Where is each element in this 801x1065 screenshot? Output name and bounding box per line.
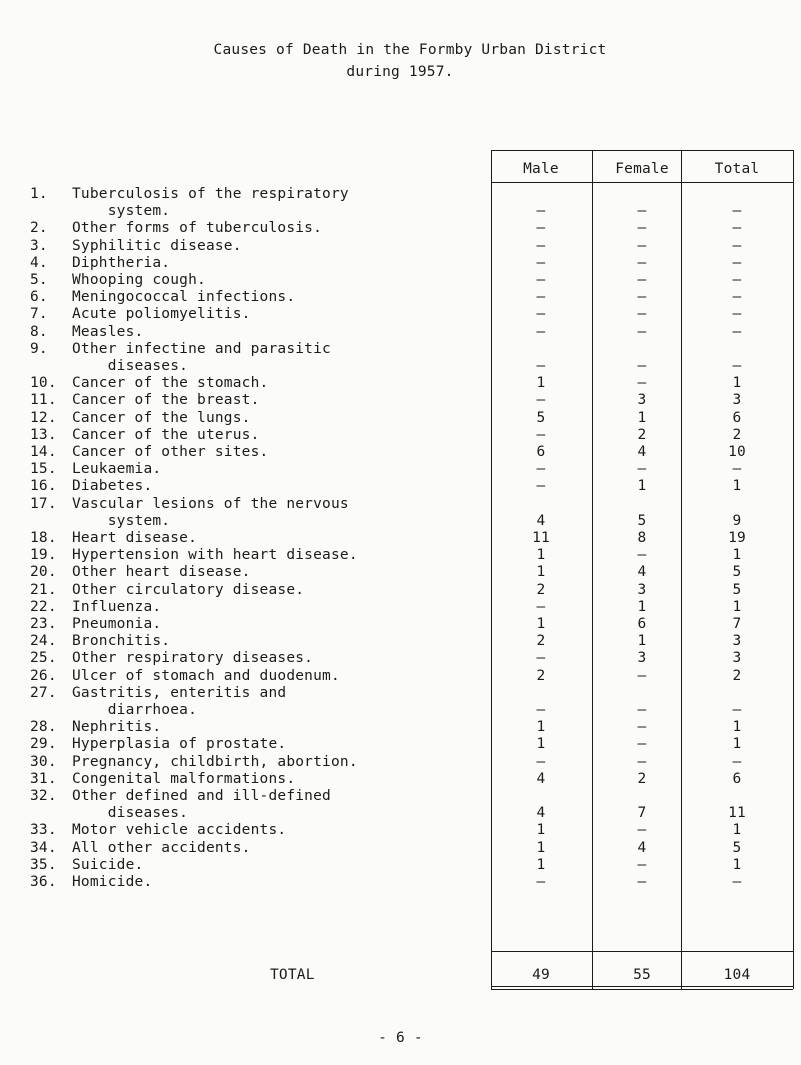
cell-male: – (536, 272, 546, 288)
cause-name: diseases. (72, 805, 189, 822)
column-header-total: Total (714, 161, 760, 177)
row-number: 36. (30, 874, 57, 890)
cell-total: 19 (728, 530, 746, 546)
row-number: 8. (30, 323, 48, 340)
row-number: 34. (30, 839, 57, 856)
cell-total: – (732, 254, 742, 271)
table-row (0, 599, 801, 616)
cause-name: Hypertension with heart disease. (72, 547, 358, 564)
cell-female: – (637, 874, 647, 890)
cell-female: 3 (637, 581, 647, 598)
cell-male: 4 (536, 805, 546, 822)
row-number: 29. (30, 736, 57, 753)
cause-name: Nephritis. (72, 719, 162, 736)
table-row (0, 410, 801, 427)
row-number: 6. (30, 289, 48, 306)
cell-female: 7 (637, 805, 647, 822)
title-line-2: during 1957. (346, 64, 454, 80)
cell-total: – (732, 323, 742, 340)
cell-male: 1 (536, 616, 546, 632)
cell-male: 4 (536, 770, 546, 787)
cell-male: – (536, 357, 546, 374)
cell-male: – (536, 306, 546, 323)
cell-female: 1 (637, 598, 647, 615)
cell-female: – (637, 220, 647, 237)
table-row (0, 874, 801, 891)
row-number: 25. (30, 650, 57, 667)
row-number: 30. (30, 753, 57, 770)
cell-female: – (637, 856, 647, 873)
row-number: 14. (30, 444, 57, 460)
cell-male: – (536, 478, 546, 495)
cause-name: diseases. (72, 357, 189, 374)
cell-female: – (637, 461, 647, 478)
table-row (0, 564, 801, 581)
cell-total: 3 (732, 650, 742, 667)
cell-total: 5 (732, 564, 742, 581)
cell-female: – (637, 719, 647, 736)
cell-total: – (732, 461, 742, 478)
table-row (0, 582, 801, 599)
title-line-1: Causes of Death in the Formby Urban District (213, 42, 607, 58)
cell-total: 1 (732, 478, 742, 495)
row-number: 32. (30, 788, 57, 804)
cell-female: 4 (637, 839, 647, 856)
cell-male: 1 (536, 839, 546, 856)
cell-male: 1 (536, 564, 546, 581)
row-number: 10. (30, 375, 57, 392)
table-row (0, 324, 801, 341)
cause-name: Leukaemia. (72, 461, 162, 478)
table-row (0, 272, 801, 289)
cell-female: 5 (637, 512, 647, 529)
table-row (0, 668, 801, 685)
cell-total: 1 (732, 736, 742, 753)
row-number: 19. (30, 547, 57, 564)
cell-female: 2 (637, 770, 647, 787)
cause-name: system. (72, 512, 171, 529)
table-row (0, 478, 801, 495)
cell-total: 10 (728, 444, 746, 460)
cause-name: Pregnancy, childbirth, abortion. (72, 753, 358, 770)
cell-total: 1 (732, 598, 742, 615)
table-row (0, 255, 801, 272)
row-number: 31. (30, 770, 57, 787)
row-number: 15. (30, 461, 57, 478)
cause-name: Motor vehicle accidents. (72, 822, 287, 839)
cell-male: 5 (536, 409, 546, 426)
cell-female: – (637, 736, 647, 753)
cell-male: 1 (536, 547, 546, 564)
cell-male: – (536, 237, 546, 254)
table-row (0, 306, 801, 323)
table-row (0, 238, 801, 255)
cell-male: – (536, 426, 546, 443)
cell-female: – (637, 237, 647, 254)
cause-name: diarrhoea. (72, 701, 198, 718)
cell-male: – (536, 203, 546, 220)
row-number: 26. (30, 667, 57, 684)
cell-total: – (732, 220, 742, 237)
table-row (0, 857, 801, 874)
cell-female: – (637, 375, 647, 392)
cell-total: 11 (728, 805, 746, 822)
cause-name: Syphilitic disease. (72, 237, 242, 254)
cell-total: 6 (732, 770, 742, 787)
total-female: 55 (633, 967, 651, 983)
cell-female: 3 (637, 650, 647, 667)
cause-name: Other defined and ill-defined (72, 788, 331, 804)
cell-total: – (732, 701, 742, 718)
cause-name: Other infectine and parasitic (72, 340, 331, 357)
cell-male: 2 (536, 633, 546, 650)
cell-female: – (637, 667, 647, 684)
cell-total: 9 (732, 512, 742, 529)
cell-female: 1 (637, 478, 647, 495)
row-number: 12. (30, 409, 57, 426)
cell-female: – (637, 547, 647, 564)
row-number: 22. (30, 598, 57, 615)
cell-female: – (637, 254, 647, 271)
page-number: - 6 - (378, 1030, 423, 1046)
cause-name: Measles. (72, 323, 144, 340)
cell-total: – (732, 289, 742, 306)
cell-male: – (536, 461, 546, 478)
cell-male: – (536, 701, 546, 718)
cause-name: Tuberculosis of the respiratory (72, 186, 349, 202)
total-bottom-rule (491, 986, 793, 987)
table-row (0, 220, 801, 237)
table-row (0, 444, 801, 461)
row-number: 1. (30, 186, 48, 202)
cause-name: Congenital malformations. (72, 770, 296, 787)
cell-female: – (637, 272, 647, 288)
row-number: 35. (30, 856, 57, 873)
total-double-rule (491, 989, 793, 990)
row-number: 21. (30, 581, 57, 598)
cause-name: Other heart disease. (72, 564, 251, 581)
cause-name: Bronchitis. (72, 633, 171, 650)
total-label: TOTAL (270, 967, 315, 983)
cell-total: – (732, 237, 742, 254)
row-number: 5. (30, 272, 48, 288)
cause-name: Diphtheria. (72, 254, 171, 271)
cell-male: 1 (536, 856, 546, 873)
cell-total: 5 (732, 581, 742, 598)
cause-name: All other accidents. (72, 839, 251, 856)
cell-total: 1 (732, 719, 742, 736)
cell-female: – (637, 306, 647, 323)
cell-male: 2 (536, 667, 546, 684)
cell-male: – (536, 289, 546, 306)
cell-total: – (732, 203, 742, 220)
cell-total: 3 (732, 633, 742, 650)
column-header-male: Male (523, 161, 559, 177)
cause-name: Gastritis, enteritis and (72, 684, 287, 701)
cause-name: Cancer of the breast. (72, 392, 260, 409)
table-row (0, 289, 801, 306)
cell-male: – (536, 650, 546, 667)
cause-name: Ulcer of stomach and duodenum. (72, 667, 340, 684)
cell-female: – (637, 203, 647, 220)
row-number: 28. (30, 719, 57, 736)
table-row (0, 736, 801, 753)
table-row (0, 650, 801, 667)
row-number: 18. (30, 530, 57, 546)
table-row (0, 341, 801, 375)
total-male: 49 (532, 967, 550, 983)
row-number: 4. (30, 254, 48, 271)
cell-total: 5 (732, 839, 742, 856)
cell-male: – (536, 598, 546, 615)
cell-male: – (536, 323, 546, 340)
cause-name: Heart disease. (72, 530, 198, 546)
row-number: 3. (30, 237, 48, 254)
cause-name: Pneumonia. (72, 616, 162, 632)
cell-total: – (732, 874, 742, 890)
column-header-female: Female (615, 161, 669, 177)
table-row (0, 427, 801, 444)
table-top-rule (491, 150, 793, 151)
cell-total: – (732, 306, 742, 323)
total-top-rule (491, 951, 793, 952)
table-row (0, 788, 801, 822)
row-number: 9. (30, 340, 48, 357)
cell-male: – (536, 254, 546, 271)
table-row (0, 392, 801, 409)
table-row (0, 719, 801, 736)
cell-female: 1 (637, 409, 647, 426)
cell-male: 1 (536, 736, 546, 753)
row-number: 7. (30, 306, 48, 323)
row-number: 33. (30, 822, 57, 839)
cause-name: Cancer of other sites. (72, 444, 269, 460)
cell-female: 8 (637, 530, 647, 546)
table-row (0, 530, 801, 547)
row-number: 27. (30, 684, 57, 701)
cause-name: Other circulatory disease. (72, 581, 305, 598)
cell-total: 3 (732, 392, 742, 409)
table-row (0, 375, 801, 392)
cell-female: – (637, 701, 647, 718)
cause-name: Diabetes. (72, 478, 153, 495)
table-row (0, 186, 801, 220)
cause-name: Homicide. (72, 874, 153, 890)
cell-female: – (637, 822, 647, 839)
cell-total: 7 (732, 616, 742, 632)
cell-total: 2 (732, 667, 742, 684)
cell-female: – (637, 753, 647, 770)
cause-name: Other respiratory diseases. (72, 650, 314, 667)
cell-female: 4 (637, 564, 647, 581)
cause-name: system. (72, 203, 171, 220)
cell-female: – (637, 357, 647, 374)
cell-female: 2 (637, 426, 647, 443)
row-number: 16. (30, 478, 57, 495)
cell-male: – (536, 220, 546, 237)
cause-name: Vascular lesions of the nervous (72, 495, 349, 512)
cell-male: 6 (536, 444, 546, 460)
cell-total: 1 (732, 856, 742, 873)
cell-male: 1 (536, 822, 546, 839)
table-row (0, 822, 801, 839)
cause-name: Cancer of the uterus. (72, 426, 260, 443)
cell-total: – (732, 753, 742, 770)
cell-total: 1 (732, 822, 742, 839)
cell-male: – (536, 874, 546, 890)
cell-male: 2 (536, 581, 546, 598)
row-number: 13. (30, 426, 57, 443)
cell-female: 4 (637, 444, 647, 460)
cell-total: 1 (732, 375, 742, 392)
cell-female: 3 (637, 392, 647, 409)
cell-total: – (732, 357, 742, 374)
cell-female: – (637, 289, 647, 306)
cause-name: Other forms of tuberculosis. (72, 220, 323, 237)
cause-name: Cancer of the lungs. (72, 409, 251, 426)
row-number: 11. (30, 392, 57, 409)
cell-male: 1 (536, 375, 546, 392)
table-row (0, 633, 801, 650)
table-row (0, 771, 801, 788)
table-row (0, 616, 801, 633)
cell-total: 2 (732, 426, 742, 443)
row-number: 17. (30, 495, 57, 512)
table-row (0, 754, 801, 771)
table-row (0, 685, 801, 719)
cell-female: 6 (637, 616, 647, 632)
table-row (0, 461, 801, 478)
cause-name: Whooping cough. (72, 272, 206, 288)
row-number: 24. (30, 633, 57, 650)
cell-male: – (536, 753, 546, 770)
row-number: 23. (30, 616, 57, 632)
cell-total: 1 (732, 547, 742, 564)
cell-female: 1 (637, 633, 647, 650)
header-rule (491, 182, 793, 183)
cell-total: 6 (732, 409, 742, 426)
table-row (0, 547, 801, 564)
cell-male: – (536, 392, 546, 409)
cell-male: 4 (536, 512, 546, 529)
row-number: 20. (30, 564, 57, 581)
cell-female: – (637, 323, 647, 340)
total-total: 104 (723, 967, 751, 983)
cause-name: Meningococcal infections. (72, 289, 296, 306)
cause-name: Suicide. (72, 856, 144, 873)
table-row (0, 496, 801, 530)
table-row (0, 840, 801, 857)
cause-name: Influenza. (72, 598, 162, 615)
cell-total: – (732, 272, 742, 288)
row-number: 2. (30, 220, 48, 237)
cause-name: Hyperplasia of prostate. (72, 736, 287, 753)
cause-name: Acute poliomyelitis. (72, 306, 251, 323)
cell-male: 1 (536, 719, 546, 736)
cell-male: 11 (532, 530, 550, 546)
cause-name: Cancer of the stomach. (72, 375, 269, 392)
